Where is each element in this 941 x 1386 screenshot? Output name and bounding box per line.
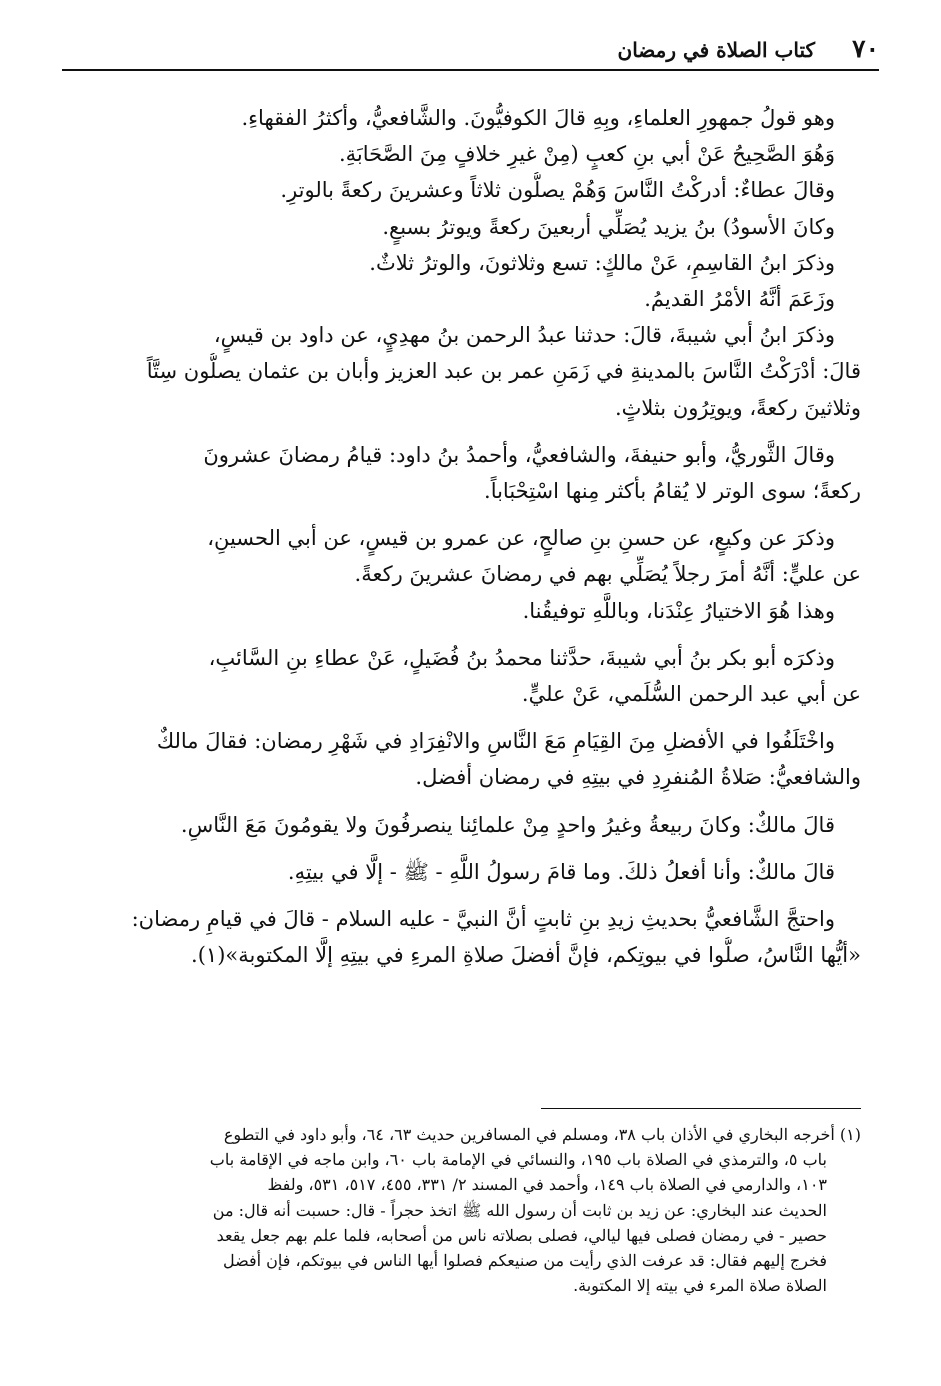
footnote-separator	[541, 1108, 861, 1109]
text-line: ركعةً؛ سوى الوتر لا يُقامُ بأكثر مِنها اسْتِحْبَاباً.	[484, 479, 861, 504]
paragraph	[78, 640, 861, 712]
text-line: وقالَ عطاءٌ: أدركْتُ النَّاسَ وَهُمْ يصلُّون ثلاثاً وعشرينَ ركعةً بالوترِ.	[280, 178, 835, 203]
footnote	[78, 1122, 861, 1298]
text-line: وذكرَ عن وكيعٍ، عن حسنِ بنِ صالحٍ، عن عمرو بن قيسٍ، عن أبي الحسينِ،	[207, 526, 835, 551]
text-line: واخْتَلَفُوا في الأفضلِ مِنَ القِيَامِ مَعَ النَّاسِ والانْفِرَادِ في شَهْرِ رمضان: فقالَ مالكٌ	[156, 729, 835, 754]
text-line: وذكرَه أبو بكر بنُ أبي شيبةَ، حدَّثنا محمدُ بنُ فُضَيلٍ، عَنْ عطاءِ بنِ السَّائبِ،	[208, 645, 835, 670]
page-header	[62, 30, 879, 70]
text-line: وَهُوَ الصَّحِيحُ عَنْ أبي بنِ كعبٍ (مِنْ غيرِ خلافٍ مِنَ الصَّحَابَةِ.	[338, 142, 835, 167]
footnote-line: فخرج إليهم فقال: قد عرفت الذي رأيت من صنيعكم فصلوا أيها الناس في بيوتكم، فإن أفضل	[222, 1251, 827, 1271]
footnotes	[78, 1122, 861, 1298]
paragraph	[78, 317, 861, 426]
footnote-line: ١٠٣، والدارمي في الصلاة باب ١٤٩، وأحمد في المسند ٢/ ٣٣١، ٤٥٥، ٥١٧، ٥٣١، ولفظ	[267, 1175, 827, 1195]
footnote-line: الصلاة صلاة المرء في بيته إلا المكتوبة.	[573, 1276, 827, 1296]
text-line: وزَعَمَ أنَّهُ الأمْرُ القديمُ.	[644, 287, 835, 312]
paragraph	[78, 520, 861, 592]
text-line: عن أبي عبد الرحمن السُّلَمي، عَنْ عليٍّ.	[521, 682, 861, 707]
footnote-line: حصير - في رمضان فصلى فيها ليالي، فصلى بصلاته ناس من أصحابه، فلما علم بهم جعل يقعد	[216, 1225, 827, 1245]
footnote-line: (١) أخرجه البخاري في الأذان باب ٣٨، ومسلم في المسافرين حديث ٦٣، ٦٤، وأبو داود في التطوع	[223, 1125, 861, 1144]
text-line: واحتجَّ الشَّافعيُّ بحديثِ زيدِ بنِ ثابتٍ أنَّ النبيَّ - عليه السلام - قالَ في قيامِ رمضان:	[131, 907, 835, 932]
paragraph	[78, 593, 861, 629]
text-line: قالَ مالكٌ: وكانَ ربيعةُ وغيرُ واحدٍ مِنْ علمائِنا ينصرفُونَ ولا يقومُونَ مَعَ النَّاسِ.	[180, 812, 835, 837]
footnote-line: باب ٥، والترمذي في الصلاة باب ١٩٥، والنسائي في الإمامة باب ٦٠، وابن ماجه في الإقامة باب	[209, 1150, 827, 1170]
page-number: ٧٠	[852, 34, 879, 63]
text-line: «أيُّها النَّاسُ، صلُّوا في بيوتِكم، فإنَّ أفضلَ صلاةِ المرءِ في بيتِهِ إلَّا المكتوبة»(١).	[191, 943, 861, 968]
text-line: قالَ مالكٌ: وأنا أفعلُ ذلكَ. وما قامَ رسولُ اللَّهِ - ﷺ - إلَّا في بيتِهِ.	[287, 859, 835, 884]
paragraph	[78, 901, 861, 973]
text-line: وهذا هُوَ الاختيارُ عِنْدَنا، وباللَّهِ توفيقُنا.	[522, 598, 835, 623]
text-line: قالَ: أدْرَكْتُ النَّاسَ بالمدينةِ في زَمَنِ عمر بن عبد العزيز وأبان بن عثمان يصلُّون سِتَّاً	[146, 359, 861, 384]
text-line: وقالَ الثَّوريُّ، وأبو حنيفةَ، والشافعيُّ، وأحمدُ بنُ داود: قيامُ رمضانَ عشرونَ	[203, 442, 835, 467]
text-line: وذكرَ ابنُ القاسِمِ، عَنْ مالكٍ: تسع وثلاثونَ، والوترُ ثلاثٌ.	[369, 250, 835, 275]
text-line: والشافعيُّ: صَلاةُ المُنفرِدِ في بيتِهِ في رمضان أفضل.	[415, 765, 861, 790]
paragraph	[78, 100, 861, 317]
paragraph	[78, 854, 861, 890]
text-line: عن عليٍّ: أنَّهُ أمرَ رجلاً يُصَلِّي بهم في رمضانَ عشرينَ ركعةً.	[354, 562, 861, 587]
paragraph	[78, 437, 861, 509]
text-line: وهو قولُ جمهورِ العلماءِ، وبِهِ قالَ الكوفيُّونَ. والشَّافعيُّ، وأكثرُ الفقهاءِ.	[241, 106, 835, 130]
text-line: وكانَ الأسودُ) بنُ يزيد يُصَلِّي أربعينَ ركعةً ويوترُ بسبعٍ.	[382, 214, 835, 239]
running-title: كتاب الصلاة في رمضان	[617, 38, 815, 62]
text-line: وذكرَ ابنُ أبي شيبةَ، قالَ: حدثنا عبدُ الرحمن بنُ مهدِيٍ، عن داود بن قيسٍ،	[213, 323, 835, 348]
header-rule	[62, 69, 879, 71]
paragraph	[78, 807, 861, 843]
paragraph	[78, 723, 861, 795]
text-line: وثلاثينَ ركعةً، ويوتِرُون بثلاثٍ.	[614, 395, 861, 420]
footnote-line: الحديث عند البخاري: عن زيد بن ثابت أن رسول الله ﷺ اتخذ حجراً - قال: حسبت أنه قال: من	[212, 1200, 827, 1220]
main-text	[78, 100, 861, 973]
